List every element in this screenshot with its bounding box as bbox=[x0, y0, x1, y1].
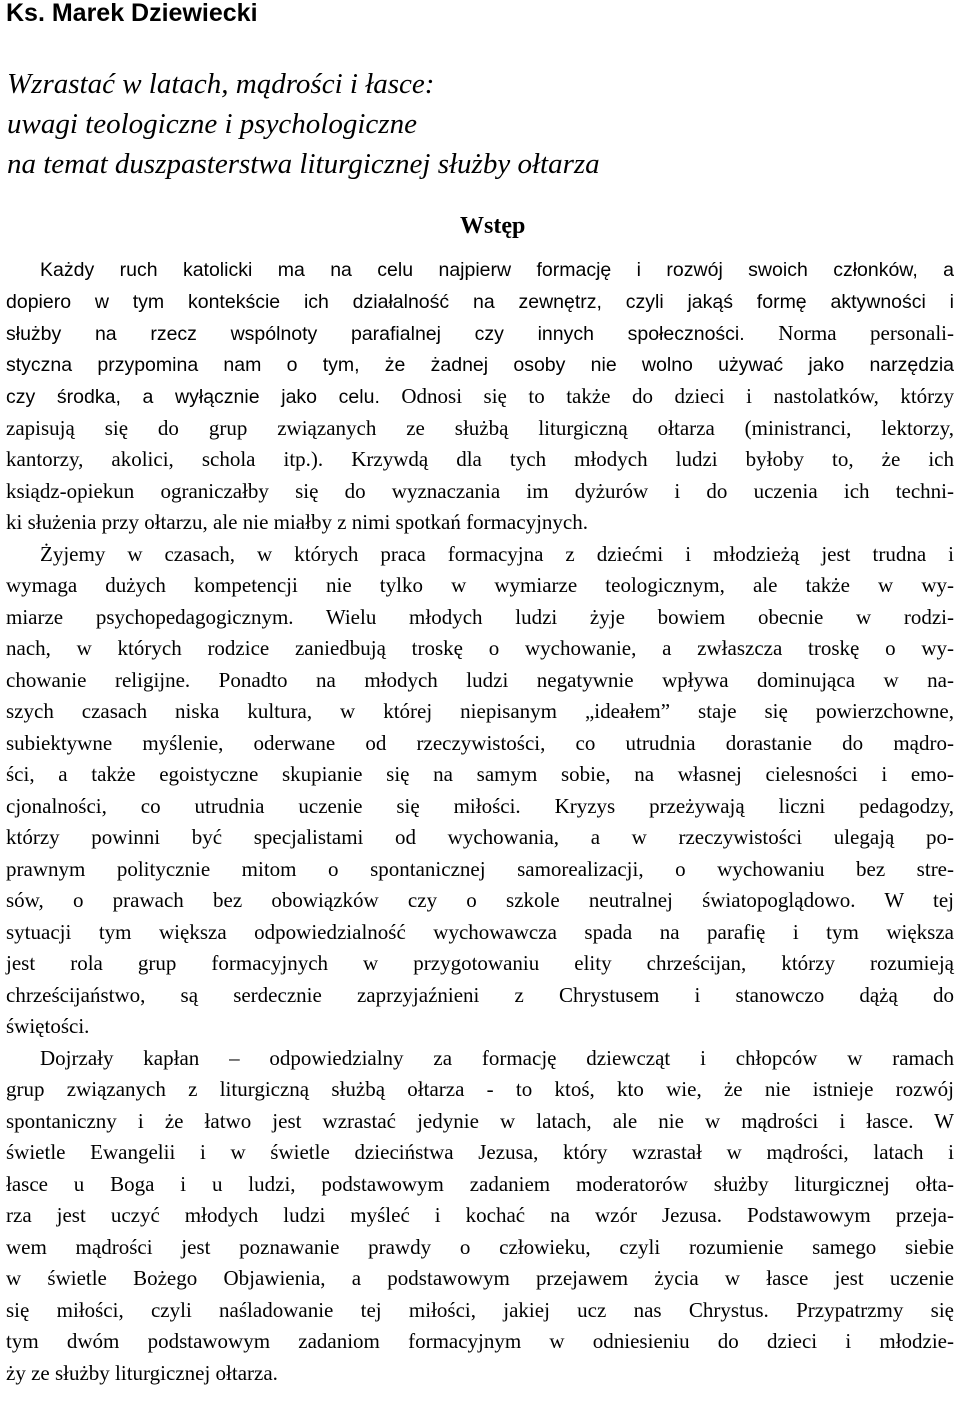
text-line: spontaniczny i że łatwo jest wzrastać jedynie w latach, ale nie w mądrości i łasce. W bbox=[6, 1108, 954, 1133]
text-line: grup związanych z liturgiczną służbą ołtarza - to ktoś, kto wie, że nie istnieje rozwój bbox=[6, 1077, 954, 1101]
text-line: styczna przypomina nam o tym, że żadnej osoby nie wolno używać jako narzędzia bbox=[6, 353, 954, 376]
text-line: łasce u Boga i u ludzi, podstawowym zadaniem moderatorów służby liturgicznej ołta- bbox=[6, 1171, 954, 1196]
text-line: ksiądz-opiekun ograniczałby się do wyznaczania im dyżurów i do uczenia ich techni- bbox=[6, 478, 954, 503]
text-line: wem mądrości jest poznawanie prawdy o człowieku, czyli rozumienie samego siebie bbox=[6, 1234, 954, 1259]
text-line: cjonalności, co utrudnia uczenie się miłości. Kryzys przeżywają liczni pedagodzy, bbox=[6, 793, 954, 818]
text-line: zapisują się do grup związanych ze służbą liturgiczną ołtarza (ministranci, lektorzy, bbox=[6, 415, 954, 440]
text-line: rza jest uczyć młodych ludzi myśleć i kochać na wzór Jezusa. Podstawowym przeja- bbox=[6, 1203, 954, 1227]
text-line: dopiero w tym kontekście ich działalność na zewnętrz, czyli jakąś formę aktywności i bbox=[6, 290, 954, 313]
text-line: którzy powinni być specjalistami od wychowania, a w rzeczywistości ulegają po- bbox=[6, 825, 954, 849]
text-line: sów, o prawach bez obowiązków czy o szkole neutralnej światopoglądowo. W tej bbox=[6, 888, 954, 912]
title-line: Wzrastać w latach, mądrości i łasce: bbox=[7, 68, 435, 100]
text-segment: służby na rzecz wspólnoty parafialnej czy innych społeczności. bbox=[6, 323, 745, 345]
text-line: kantorzy, akolici, schola itp.). Krzywdą dla tych młodych ludzi byłoby to, że ich bbox=[6, 447, 954, 471]
text-line: w świetle Bożego Objawienia, a podstawowym przejawem życia w łasce jest uczenie bbox=[6, 1266, 954, 1290]
text-line bbox=[6, 381, 954, 413]
text-segment: Odnosi się to także do dzieci i nastolatków, którzy bbox=[379, 384, 954, 408]
body-text bbox=[6, 255, 954, 1389]
title-line: uwagi teologiczne i psychologiczne bbox=[7, 108, 417, 140]
author-name: Ks. Marek Dziewiecki bbox=[6, 0, 258, 27]
text-line: miarze psychopedagogicznym. Wielu młodych ludzi żyje bowiem obecnie w rodzi- bbox=[6, 604, 954, 629]
text-line: szych czasach niska kultura, w której niepisanym „ideałem” staje się powierzchowne, bbox=[6, 699, 954, 723]
text-line: ki służenia przy ołtarzu, ale nie miałby z nimi spotkań formacyjnych. bbox=[6, 510, 588, 534]
text-line: sytuacji tym większa odpowiedzialność wychowawcza spada na parafię i tym większa bbox=[6, 919, 954, 944]
text-segment: czy środka, a wyłącznie jako celu. bbox=[6, 386, 380, 408]
text-line: tym dwóm podstawowym zadaniom formacyjnym w odniesieniu do dzieci i młodzie- bbox=[6, 1329, 954, 1353]
text-segment: Norma personali- bbox=[744, 321, 954, 345]
text-line: jest rola grup formacyjnych w przygotowaniu elity chrześcijan, którzy rozumieją bbox=[6, 951, 954, 975]
text-line: chrześcijaństwo, są serdecznie zaprzyjaźnieni z Chrystusem i stanowczo dążą do bbox=[6, 982, 954, 1007]
text-line: świetle Ewangelii i w świetle dzieciństwa Jezusa, który wzrastał w mądrości, latach i bbox=[6, 1140, 954, 1164]
text-line: chowanie religijne. Ponadto na młodych ludzi negatywnie wpływa dominująca w na- bbox=[6, 667, 954, 692]
text-line: prawnym politycznie mitom o spontanicznej samorealizacji, o wychowaniu bez stre- bbox=[6, 856, 954, 881]
text-line: ści, a także egoistyczne skupianie się na samym sobie, na własnej cielesności i emo- bbox=[6, 762, 954, 786]
text-line bbox=[6, 318, 954, 350]
text-line: Każdy ruch katolicki ma na celu najpierw formację i rozwój swoich członków, a bbox=[40, 259, 954, 281]
text-line: Dojrzały kapłan – odpowiedzialny za formację dziewcząt i chłopców w ramach bbox=[40, 1045, 954, 1070]
text-line: subiektywne myślenie, oderwane od rzeczywistości, co utrudnia dorastanie do mądro- bbox=[6, 730, 954, 755]
text-line: Żyjemy w czasach, w których praca formacyjna z dziećmi i młodzieżą jest trudna i bbox=[40, 541, 954, 566]
text-line: ży ze służby liturgicznej ołtarza. bbox=[6, 1360, 278, 1385]
text-line: wymaga dużych kompetencji nie tylko w wymiarze teologicznym, ale także w wy- bbox=[6, 573, 954, 597]
text-line: się miłości, czyli naśladowanie tej miłości, jakiej ucz nas Chrystus. Przypatrzmy się bbox=[6, 1297, 954, 1322]
text-line: nach, w których rodzice zaniedbują troskę o wychowanie, a zwłaszcza troskę o wy- bbox=[6, 636, 954, 660]
section-heading: Wstęp bbox=[460, 213, 526, 239]
title-line: na temat duszpasterstwa liturgicznej służby ołtarza bbox=[7, 148, 600, 180]
article-title bbox=[7, 64, 600, 184]
text-line: świętości. bbox=[6, 1014, 90, 1038]
